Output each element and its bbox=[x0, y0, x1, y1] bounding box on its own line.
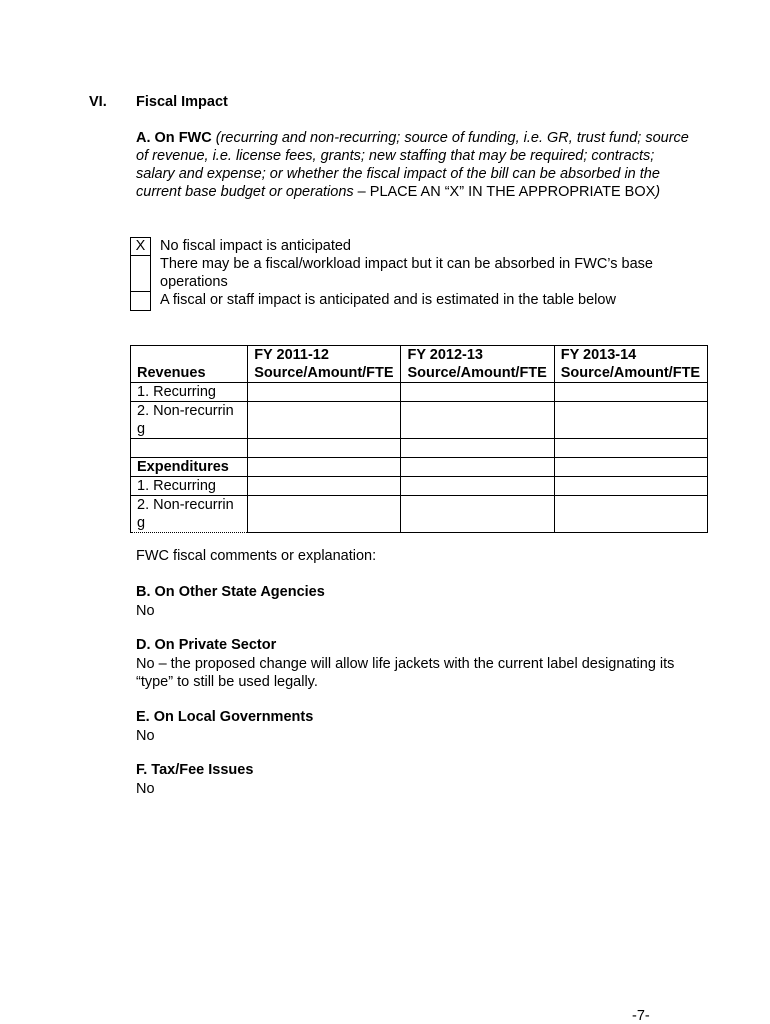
checkbox-absorbed[interactable] bbox=[130, 255, 151, 292]
table-cell bbox=[554, 458, 707, 477]
part-a-instruction: – PLACE AN “X” IN THE APPROPRIATE BOX bbox=[353, 184, 656, 200]
row-label: 1. Recurring bbox=[131, 477, 248, 496]
header-sub-label: Source/Amount/FTE bbox=[254, 365, 394, 381]
table-cell bbox=[401, 383, 554, 402]
table-cell bbox=[248, 477, 401, 496]
expenditures-heading: Expenditures bbox=[131, 458, 248, 477]
fiscal-impact-table bbox=[130, 345, 708, 533]
table-cell bbox=[248, 496, 401, 533]
part-f-body: No bbox=[136, 781, 155, 797]
table-cell bbox=[248, 458, 401, 477]
part-a-closing-paren: ) bbox=[655, 184, 661, 200]
part-a-paragraph bbox=[136, 129, 696, 201]
table-cell bbox=[248, 402, 401, 439]
header-sub-label: Source/Amount/FTE bbox=[560, 365, 701, 381]
table-cell bbox=[401, 402, 554, 439]
header-fy-2013-14 bbox=[554, 346, 707, 383]
table-cell bbox=[248, 383, 401, 402]
row-label: 2. Non-recurring bbox=[131, 402, 248, 439]
header-sub-label: Source/Amount/FTE bbox=[407, 365, 547, 381]
header-fy-label: FY 2012-13 bbox=[407, 347, 483, 363]
checkbox-label-absorbed: There may be a fiscal/workload impact but it can be absorbed in FWC’s base operations bbox=[160, 256, 653, 290]
header-fy-2012-13 bbox=[401, 346, 554, 383]
part-b-body: No bbox=[136, 603, 155, 619]
table-cell bbox=[401, 496, 554, 533]
header-fy-label: FY 2013-14 bbox=[560, 347, 637, 363]
part-d-title: D. On Private Sector bbox=[136, 637, 277, 653]
table-cell bbox=[554, 477, 707, 496]
table-cell bbox=[401, 458, 554, 477]
part-f-title: F. Tax/Fee Issues bbox=[136, 762, 254, 778]
page-number: -7- bbox=[632, 1008, 650, 1024]
row-label: 1. Recurring bbox=[131, 383, 248, 402]
checkbox-label-no-impact: No fiscal impact is anticipated bbox=[160, 238, 351, 254]
row-label: 2. Non-recurring bbox=[131, 496, 248, 533]
part-a-italic-text: (recurring and non-recurring; source of funding, i.e. GR, trust fund; source of revenue, i.e. license fees, grants; new staffing that may be required; contracts; salary and expense; or whether the fiscal impact of the bill can be absorbed in the current base budget or operations bbox=[136, 130, 689, 200]
revenues-heading: Revenues bbox=[131, 346, 248, 383]
table-header-row bbox=[131, 346, 708, 383]
part-a-label: A. On FWC bbox=[136, 130, 212, 146]
checkbox-estimated[interactable] bbox=[130, 291, 151, 311]
checkbox-no-impact[interactable]: X bbox=[130, 237, 151, 256]
table-cell bbox=[248, 439, 401, 458]
part-e-body: No bbox=[136, 728, 155, 744]
section-title: Fiscal Impact bbox=[136, 94, 228, 110]
table-cell bbox=[554, 402, 707, 439]
table-row bbox=[131, 477, 708, 496]
table-cell bbox=[401, 477, 554, 496]
table-cell bbox=[554, 439, 707, 458]
part-b-title: B. On Other State Agencies bbox=[136, 584, 325, 600]
table-row bbox=[131, 496, 708, 533]
table-row bbox=[131, 383, 708, 402]
table-row bbox=[131, 458, 708, 477]
fiscal-comments-label: FWC fiscal comments or explanation: bbox=[136, 548, 377, 564]
table-row bbox=[131, 439, 708, 458]
table-cell bbox=[401, 439, 554, 458]
table-cell bbox=[554, 496, 707, 533]
table-row bbox=[131, 402, 708, 439]
table-cell bbox=[554, 383, 707, 402]
header-fy-2011-12 bbox=[248, 346, 401, 383]
table-cell bbox=[131, 439, 248, 458]
checkbox-label-estimated: A fiscal or staff impact is anticipated and is estimated in the table below bbox=[160, 292, 616, 308]
header-fy-label: FY 2011-12 bbox=[254, 347, 329, 363]
section-number: VI. bbox=[89, 94, 107, 110]
part-d-body: No – the proposed change will allow life jackets with the current label designating its “type” to still be used legally. bbox=[136, 656, 675, 690]
part-e-title: E. On Local Governments bbox=[136, 709, 314, 725]
